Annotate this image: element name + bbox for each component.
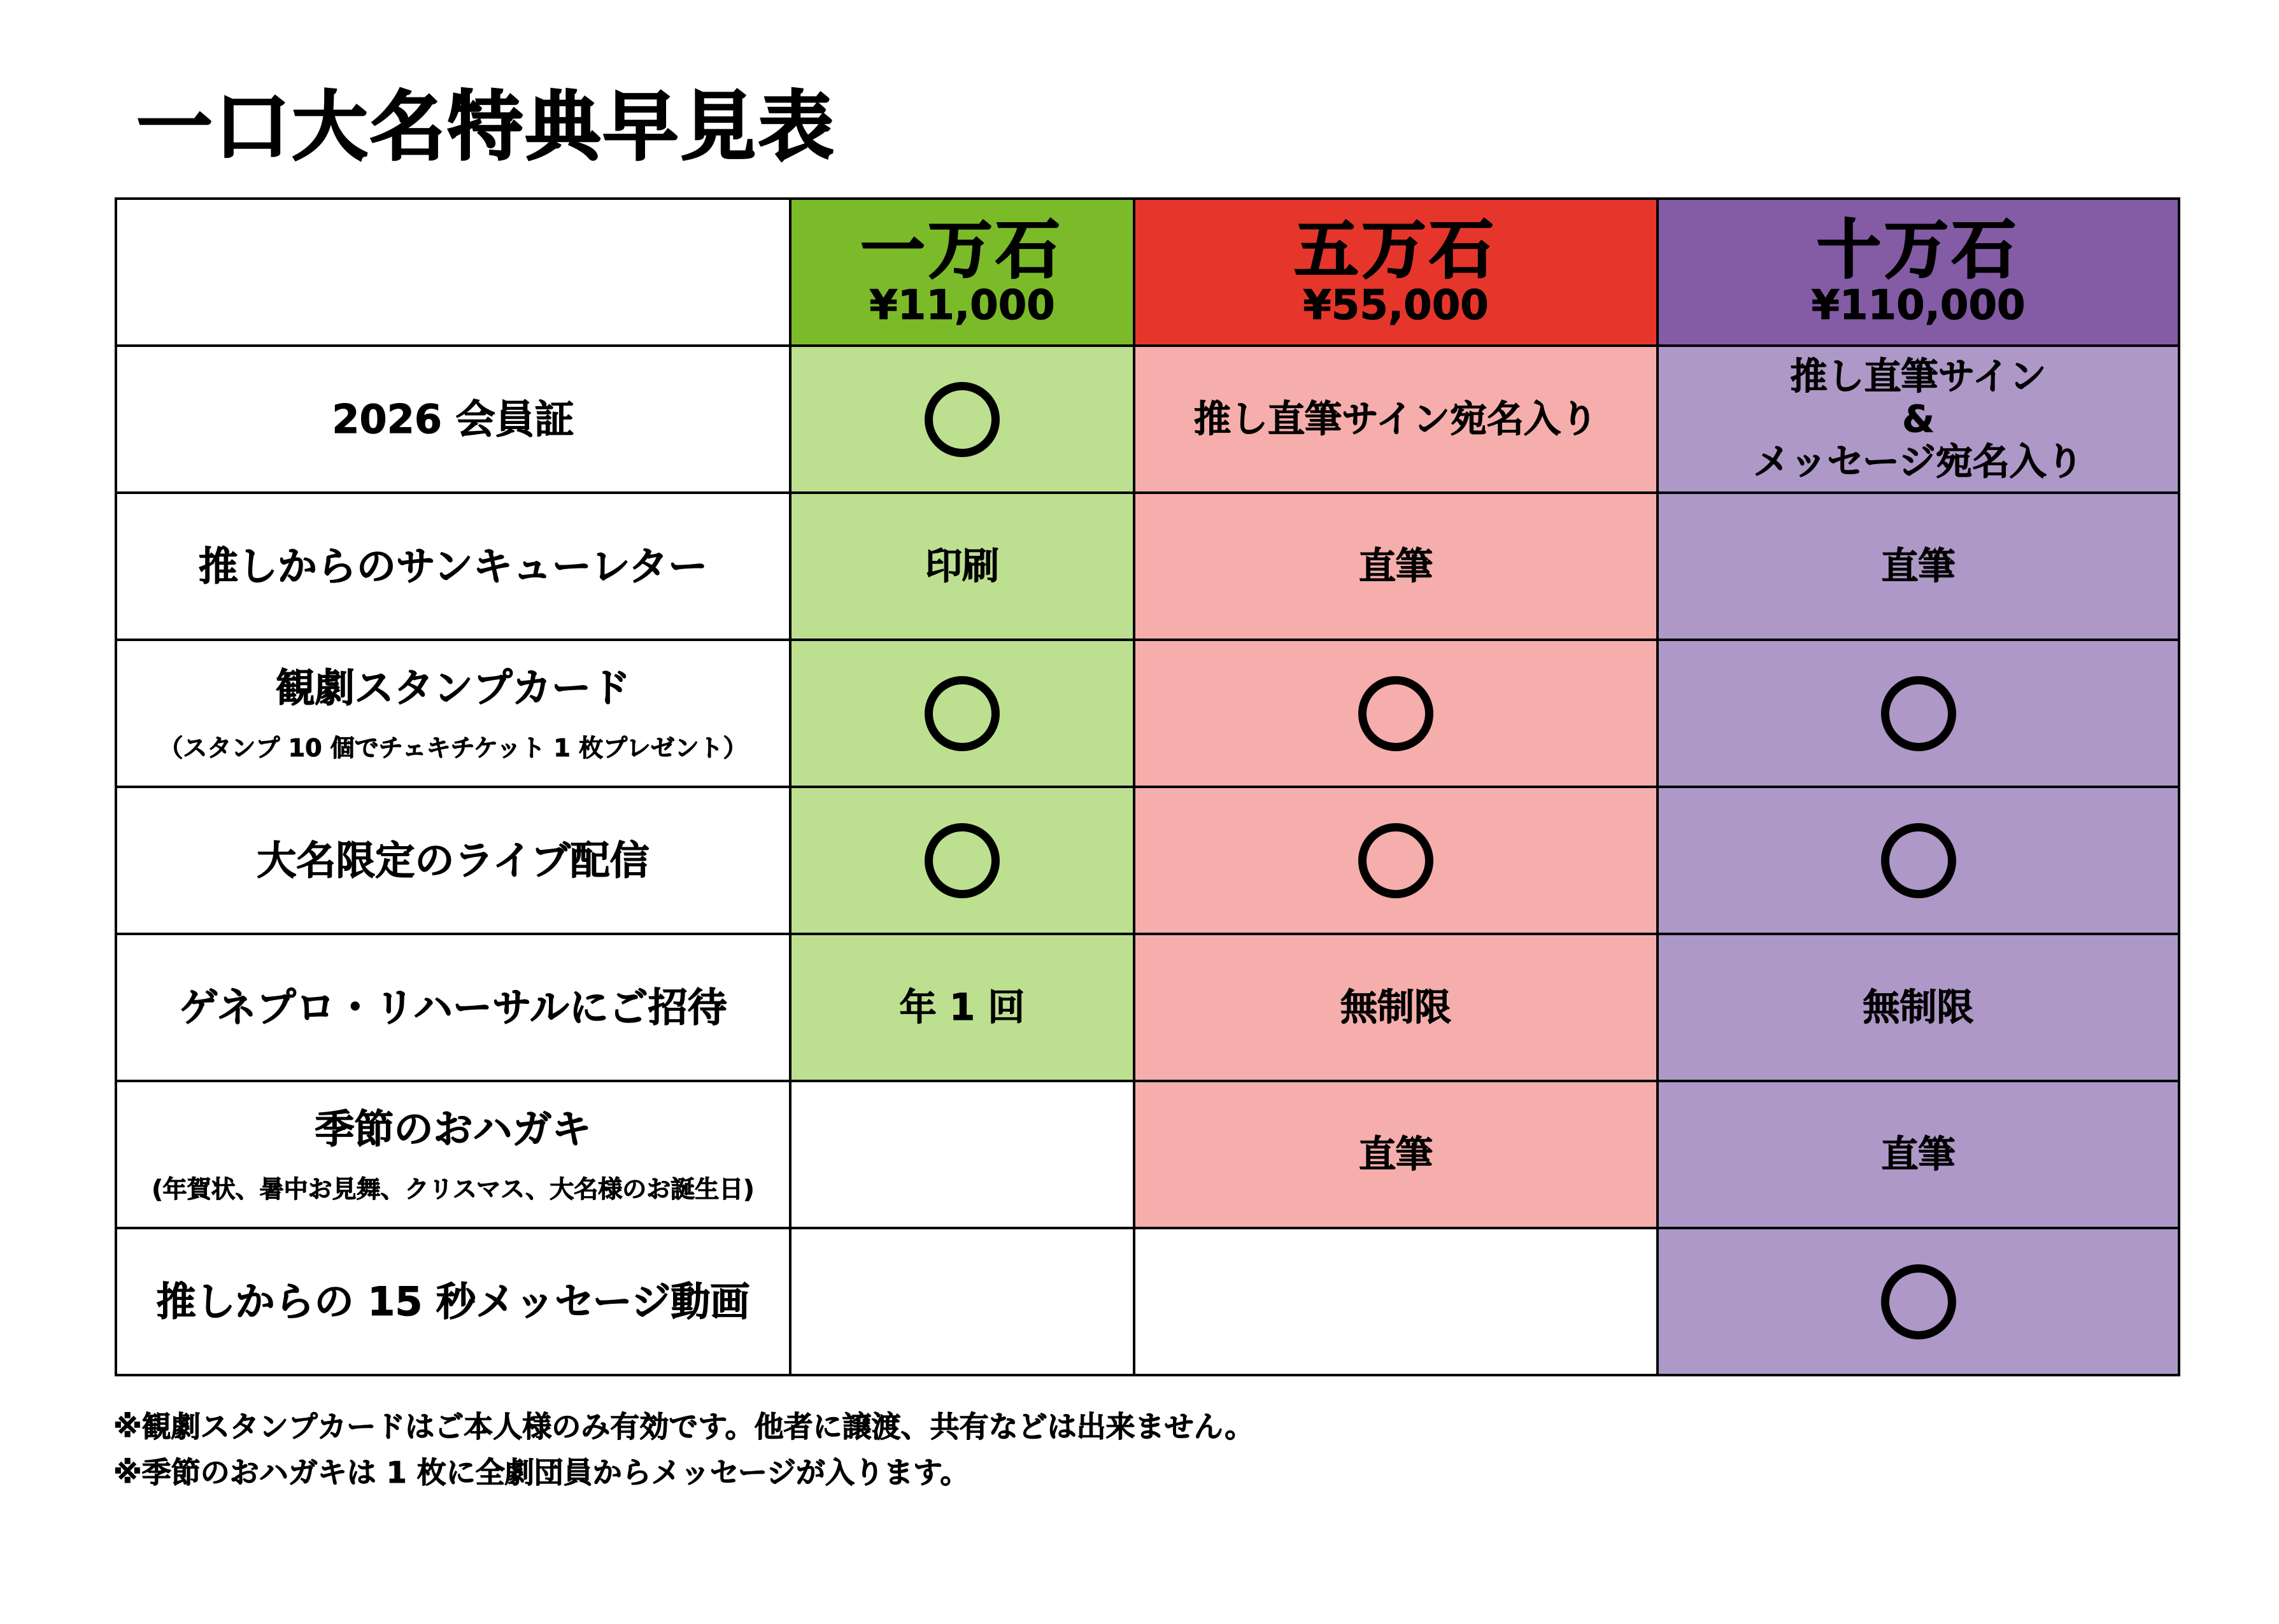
- benefit-cell: [1134, 493, 1658, 640]
- benefit-cell: [1658, 493, 2179, 640]
- feature-name-cell: [116, 787, 790, 934]
- benefit-cell: [1134, 1081, 1658, 1228]
- benefit-text-line: 推し直筆サイン: [1790, 355, 2047, 399]
- feature-name: 2026 会員証: [332, 395, 574, 442]
- feature-name: 観劇スタンプカード: [275, 664, 631, 711]
- circle-mark-icon: [1358, 676, 1433, 751]
- tier-name: 十万石: [1817, 212, 2020, 287]
- benefit-text: 直筆: [1358, 544, 1433, 588]
- tier-price: ¥110,000: [1811, 281, 2026, 329]
- benefits-table-body: [116, 199, 2179, 1375]
- tier-name: 一万石: [861, 212, 1063, 287]
- benefit-cell: [1658, 934, 2179, 1081]
- feature-name-cell: [116, 1081, 790, 1228]
- feature-row: [116, 934, 2179, 1081]
- footnote: ※季節のおハガキは 1 枚に全劇団員からメッセージが入ります。: [113, 1455, 970, 1490]
- empty-cell: [790, 1228, 1134, 1375]
- feature-name: 季節のおハガキ: [315, 1105, 592, 1152]
- circle-mark-icon: [925, 676, 1000, 751]
- benefit-text-line: メッセージ宛名入り: [1753, 439, 2084, 483]
- feature-name-cell: [116, 493, 790, 640]
- feature-note: (年賀状、暑中お見舞、クリスマス、大名様のお誕生日): [152, 1175, 755, 1204]
- footnotes: [113, 1404, 1254, 1495]
- feature-name: 推しからの 15 秒メッセージ動画: [156, 1278, 750, 1325]
- benefit-cell: [790, 493, 1134, 640]
- page-title: 一口大名特典早見表: [137, 83, 837, 171]
- benefit-cell: [1658, 640, 2179, 787]
- circle-mark-icon: [1358, 823, 1433, 898]
- tier-price: ¥55,000: [1303, 281, 1489, 329]
- footnote: ※観劇スタンプカードはご本人様のみ有効です。他者に譲渡、共有などは出来ません。: [113, 1409, 1254, 1444]
- feature-name: 大名限定のライブ配信: [257, 837, 650, 884]
- benefit-text: 無制限: [1863, 985, 1974, 1029]
- benefit-text: 直筆: [1358, 1133, 1433, 1176]
- benefit-cell: [1134, 346, 1658, 493]
- benefit-text: 推し直筆サイン宛名入り: [1194, 397, 1598, 441]
- benefit-text-line: &: [1902, 397, 1935, 441]
- empty-cell: [790, 1081, 1134, 1228]
- benefit-text: 直筆: [1881, 544, 1956, 588]
- empty-cell: [1134, 1228, 1658, 1375]
- feature-row: [116, 346, 2179, 493]
- benefit-text: 印刷: [925, 544, 999, 588]
- benefit-text: 直筆: [1881, 1133, 1956, 1176]
- feature-row: [116, 787, 2179, 934]
- benefit-cell: [790, 346, 1134, 493]
- corner-cell: [116, 199, 790, 346]
- circle-mark-icon: [1881, 823, 1956, 898]
- benefit-cell: [790, 934, 1134, 1081]
- benefit-cell: [790, 640, 1134, 787]
- feature-row: [116, 493, 2179, 640]
- circle-mark-icon: [1881, 1264, 1956, 1339]
- feature-name: 推しからのサンキューレター: [198, 542, 708, 590]
- tier-header-2: [1134, 199, 1658, 346]
- benefit-cell: [1134, 640, 1658, 787]
- circle-mark-icon: [1881, 676, 1956, 751]
- benefit-cell: [1134, 934, 1658, 1081]
- benefit-text: 無制限: [1340, 985, 1451, 1029]
- benefit-cell: [1658, 346, 2179, 493]
- tier-price: ¥11,000: [869, 281, 1055, 329]
- benefit-cell: [790, 787, 1134, 934]
- feature-name-cell: [116, 1228, 790, 1375]
- benefit-cell: [1134, 787, 1658, 934]
- feature-row: [116, 1081, 2179, 1228]
- tier-name: 五万石: [1295, 212, 1497, 287]
- benefit-cell: [1658, 1228, 2179, 1375]
- feature-name-cell: [116, 346, 790, 493]
- benefit-cell: [1658, 787, 2179, 934]
- benefit-cell: [1658, 1081, 2179, 1228]
- feature-name-cell: [116, 640, 790, 787]
- feature-note: （スタンプ 10 個でチェキチケット 1 枚プレゼント）: [159, 734, 748, 763]
- feature-name: ゲネプロ・リハーサルにご招待: [179, 984, 727, 1031]
- tier-header-1: [790, 199, 1134, 346]
- circle-mark-icon: [925, 382, 1000, 457]
- feature-row: [116, 1228, 2179, 1375]
- tier-header-3: [1658, 199, 2179, 346]
- feature-name-cell: [116, 934, 790, 1081]
- circle-mark-icon: [925, 823, 1000, 898]
- benefit-text: 年 1 回: [899, 985, 1025, 1029]
- feature-row: [116, 640, 2179, 787]
- benefits-table: [115, 197, 2180, 1376]
- tier-header-row: [116, 199, 2179, 346]
